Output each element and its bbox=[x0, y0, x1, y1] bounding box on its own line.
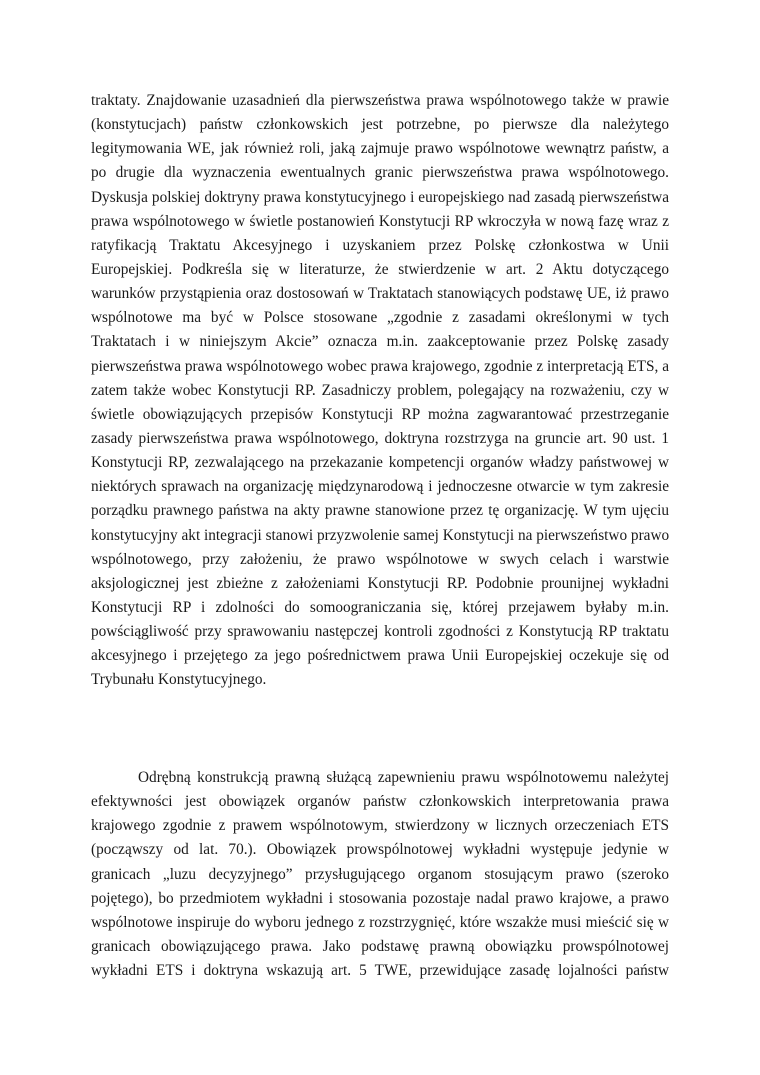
text-line: Europejskiej. Podkreśla się w literaturze, że stwierdzenie w art. 2 Aktu dotyczącego bbox=[91, 260, 669, 278]
text-line: akcesyjnego i przejętego za jego pośrednictwem prawa Unii Europejskiej oczekuje się od bbox=[91, 647, 669, 665]
text-line: pierwszeństwa prawa wspólnotowego wobec prawa krajowego, zgodnie z interpretacją ETS, a bbox=[91, 357, 669, 375]
text-line: wykładni ETS i doktryna wskazują art. 5 TWE, przewidujące zasadę lojalności państw bbox=[91, 962, 669, 980]
text-line: Dyskusja polskiej doktryny prawa konstytucyjnego i europejskiego nad zasadą pierwszeństwa bbox=[91, 188, 669, 206]
paragraph-primacy-of-community-law bbox=[91, 89, 669, 693]
text-line: warunków przystąpienia oraz dostosowań w Traktatach stanowiących podstawę UE, iż prawo bbox=[91, 285, 669, 303]
paragraph-community-consistent-interpretation bbox=[91, 766, 669, 983]
text-line: wspólnotowego, przy założeniu, że prawo wspólnotowe w swych celach i warstwie bbox=[91, 550, 669, 568]
text-line: granicach „luzu decyzyjnego” przysługującego organom stosującym prawo (szeroko bbox=[91, 865, 669, 883]
text-line: legitymowania WE, jak również roli, jaką zajmuje prawo wspólnotowe wewnątrz państw, a bbox=[91, 140, 669, 158]
text-line: zasady pierwszeństwa prawa wspólnotowego, doktryna rozstrzyga na gruncie art. 90 ust. 1 bbox=[91, 429, 669, 447]
text-line: wspólnotowe inspiruje do wyboru jednego z rozstrzygnięć, które wszakże musi mieścić się w bbox=[91, 913, 669, 931]
text-line: porządku prawnego państwa na akty prawne stanowione przez tę organizację. W tym ujęciu bbox=[91, 502, 669, 520]
text-line: Trybunału Konstytucyjnego. bbox=[91, 671, 267, 689]
text-line: prawa wspólnotowego w świetle postanowień Konstytucji RP wkroczyła w nową fazę wraz z bbox=[91, 212, 669, 230]
text-line: traktaty. Znajdowanie uzasadnień dla pierwszeństwa prawa wspólnotowego także w prawie bbox=[91, 92, 669, 109]
text-line: (począwszy od lat. 70.). Obowiązek prowspólnotowej wykładni występuje jedynie w bbox=[91, 841, 669, 859]
text-line: ratyfikacją Traktatu Akcesyjnego i uzyskaniem przez Polskę członkostwa w Unii bbox=[91, 236, 669, 254]
text-line: (konstytucjach) państw członkowskich jest potrzebne, po pierwsze dla należytego bbox=[91, 116, 669, 134]
text-line: granicach obowiązującego prawa. Jako podstawę prawną obowiązku prowspólnotowej bbox=[91, 937, 669, 955]
text-line: Konstytucji RP, zezwalającego na przekazanie kompetencji organów władzy państwowej w bbox=[91, 454, 669, 472]
text-line: powściągliwość przy sprawowaniu następczej kontroli zgodności z Konstytucją RP traktatu bbox=[91, 623, 669, 641]
text-line: efektywności jest obowiązek organów państw członkowskich interpretowania prawa bbox=[91, 793, 669, 811]
text-line: aksjologicznej jest zbieżne z założeniami Konstytucji RP. Podobnie prounijnej wykładni bbox=[91, 574, 669, 592]
text-line: pojętego), bo przedmiotem wykładni i stosowania pozostaje nadal prawo krajowe, a prawo bbox=[91, 889, 669, 907]
text-line: po drugie dla wyznaczenia ewentualnych granic pierwszeństwa prawa wspólnotowego. bbox=[91, 164, 669, 182]
text-line: wspólnotowe ma być w Polsce stosowane „zgodnie z zasadami określonymi w tych bbox=[91, 309, 669, 327]
text-line: Odrębną konstrukcją prawną służącą zapewnieniu prawu wspólnotowemu należytej bbox=[138, 769, 669, 786]
text-line: niektórych sprawach na organizację międzynarodową i jednoczesne otwarcie w tym zakresie bbox=[91, 478, 669, 496]
text-line: konstytucyjny akt integracji stanowi przyzwolenie samej Konstytucji na pierwszeństwo prawo bbox=[91, 526, 670, 544]
text-line: zatem także wobec Konstytucji RP. Zasadniczy problem, polegający na rozważeniu, czy w bbox=[91, 381, 669, 399]
text-line: świetle obowiązujących przepisów Konstytucji RP można zagwarantować przestrzeganie bbox=[91, 405, 669, 423]
text-line: Traktatach i w niniejszym Akcie” oznacza m.in. zaakceptowanie przez Polskę zasady bbox=[91, 333, 669, 351]
text-line: krajowego zgodnie z prawem wspólnotowym, stwierdzony w licznych orzeczeniach ETS bbox=[91, 817, 669, 835]
text-line: Konstytucji RP i zdolności do somoograniczania się, której przejawem byłaby m.in. bbox=[91, 598, 669, 616]
